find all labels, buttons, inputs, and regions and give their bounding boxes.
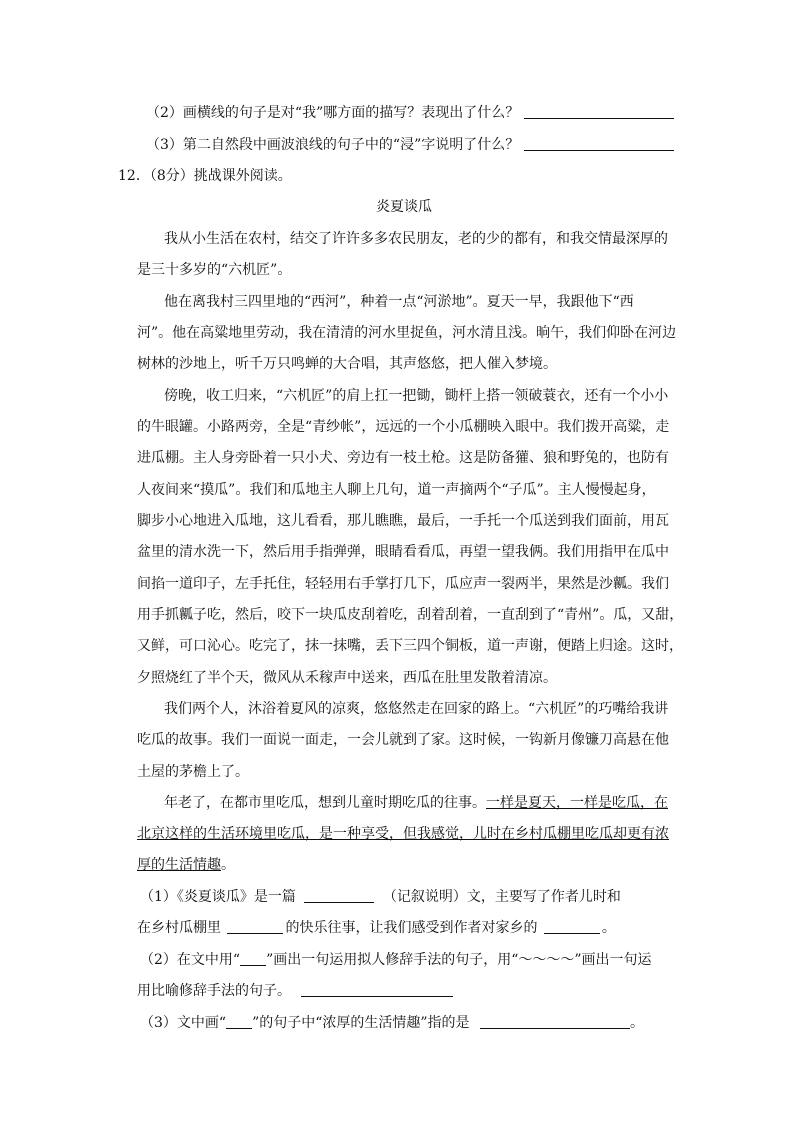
answer-blank[interactable] xyxy=(304,888,374,903)
answer-blank[interactable] xyxy=(301,982,453,997)
passage-line: 进瓜棚。主人身旁卧着一只小犬、旁边有一枝土枪。这是防备獾、狼和野兔的，也防有 xyxy=(137,450,669,466)
passage-line: 人夜间来“摸瓜”。我们和瓜地主人聊上几句，道一声摘两个“子瓜”。主人慢慢起身， xyxy=(137,482,656,498)
passage-title: 炎夏谈瓜 xyxy=(376,199,432,215)
passage-line: 夕照烧红了半个天，微风从禾稼声中送来，西瓜在肚里发散着清凉。 xyxy=(137,670,557,686)
sub-question-3: （3）文中画“ ”的句子中“浓厚的生活情趣”指的是 。 xyxy=(140,1015,645,1031)
underlined-sentence: 一样是夏天，一样是吃瓜，在 xyxy=(486,795,668,811)
passage-line: 树林的沙地上，听千万只鸣蝉的大合唱，其声悠悠，把人催入梦境。 xyxy=(137,356,557,372)
underlined-sentence: 厚的生活情趣 xyxy=(137,857,221,873)
passage-line: 他在离我村三四里地的“西河”，种着一点“河淤地”。夏天一早，我跟他下“西 xyxy=(164,294,634,310)
underlined-sentence: 北京这样的生活环境里吃瓜，是一种享受，但我感觉，儿时在乡村瓜棚里吃瓜却更有浓 xyxy=(137,826,669,842)
passage-line: 土屋的茅檐上了。 xyxy=(137,764,249,780)
passage-line: 盆里的清水洗一下，然后用手指弹弹，眼睛看看瓜，再望一望我俩。我们用指甲在瓜中 xyxy=(137,544,669,560)
answer-blank[interactable] xyxy=(480,1014,630,1029)
sub-question-1-cont: 在乡村瓜棚里 的快乐往事，让我们感受到作者对家乡的 。 xyxy=(137,920,616,936)
passage-line: 的牛眼罐。小路两旁，全是“青纱帐”，远远的一个小瓜棚映入眼中。我们拨开高粱，走 xyxy=(137,419,670,435)
answer-blank[interactable] xyxy=(544,919,600,934)
passage-line: 间掐一道印子，左手托住，轻轻用右手掌打几下，瓜应声一裂两半，果然是沙瓤。我们 xyxy=(137,576,669,592)
underline-mark xyxy=(240,951,266,966)
sub-question-2: （2）在文中用“ ”画出一句运用拟人修辞手法的句子，用“～～～～”画出一句运 xyxy=(140,952,652,968)
question-12-header: 12．（8分）挑战课外阅读。 xyxy=(118,168,292,184)
passage-line: 是三十多岁的“六机匠”。 xyxy=(137,262,292,278)
passage-line: 我从小生活在农村，结交了许许多多农民朋友，老的少的都有，和我交情最深厚的 xyxy=(164,231,668,247)
answer-blank[interactable] xyxy=(227,919,283,934)
passage-line: 又鲜，可口沁心。吃完了，抹一抹嘴，丢下三四个铜板，道一声谢，便踏上归途。这时， xyxy=(137,638,683,654)
passage-line: 脚步小心地进入瓜地，这儿看看，那儿瞧瞧，最后，一手托一个瓜送到我们面前，用瓦 xyxy=(137,513,669,529)
question-3-top: （3）第二自然段中画波浪线的句子中的“浸”字说明了什么？ xyxy=(146,135,674,155)
passage-line: 我们两个人，沐浴着夏风的凉爽，悠悠然走在回家的路上。“六机匠”的巧嘴给我讲 xyxy=(164,701,669,717)
passage-line: 厚的生活情趣。 xyxy=(137,857,235,873)
sub-question-2-cont: 用比喻修辞手法的句子。 xyxy=(137,981,453,1001)
passage-line: 用手抓瓤子吃，然后，咬下一块瓜皮刮着吃，刮着刮着，一直刮到了“青州”。瓜，又甜， xyxy=(137,607,684,623)
passage-line: 年老了，在都市里吃瓜，想到儿童时期吃瓜的往事。一样是夏天，一样是吃瓜，在 xyxy=(164,795,668,811)
question-2-top: （2）画横线的句子是对“我”哪方面的描写？表现出了什么？ xyxy=(146,103,674,123)
passage-line: 傍晚，收工归来，“六机匠”的肩上扛一把锄，锄杆上搭一领破蓑衣，还有一个小小 xyxy=(164,388,669,404)
sub-question-1: （1）《炎夏谈瓜》是一篇 （记叙说明）文，主要写了作者儿时和 xyxy=(140,889,621,905)
underline-mark xyxy=(226,1014,252,1029)
answer-blank[interactable] xyxy=(524,104,674,119)
answer-blank[interactable] xyxy=(524,136,674,151)
passage-line: 吃瓜的故事。我们一面说一面走，一会儿就到了家。这时候，一钩新月像镰刀高悬在他 xyxy=(137,732,669,748)
passage-line: 河”。他在高粱地里劳动，我在清清的河水里捉鱼，河水清且浅。晌午，我们仰卧在河边 xyxy=(137,325,677,341)
